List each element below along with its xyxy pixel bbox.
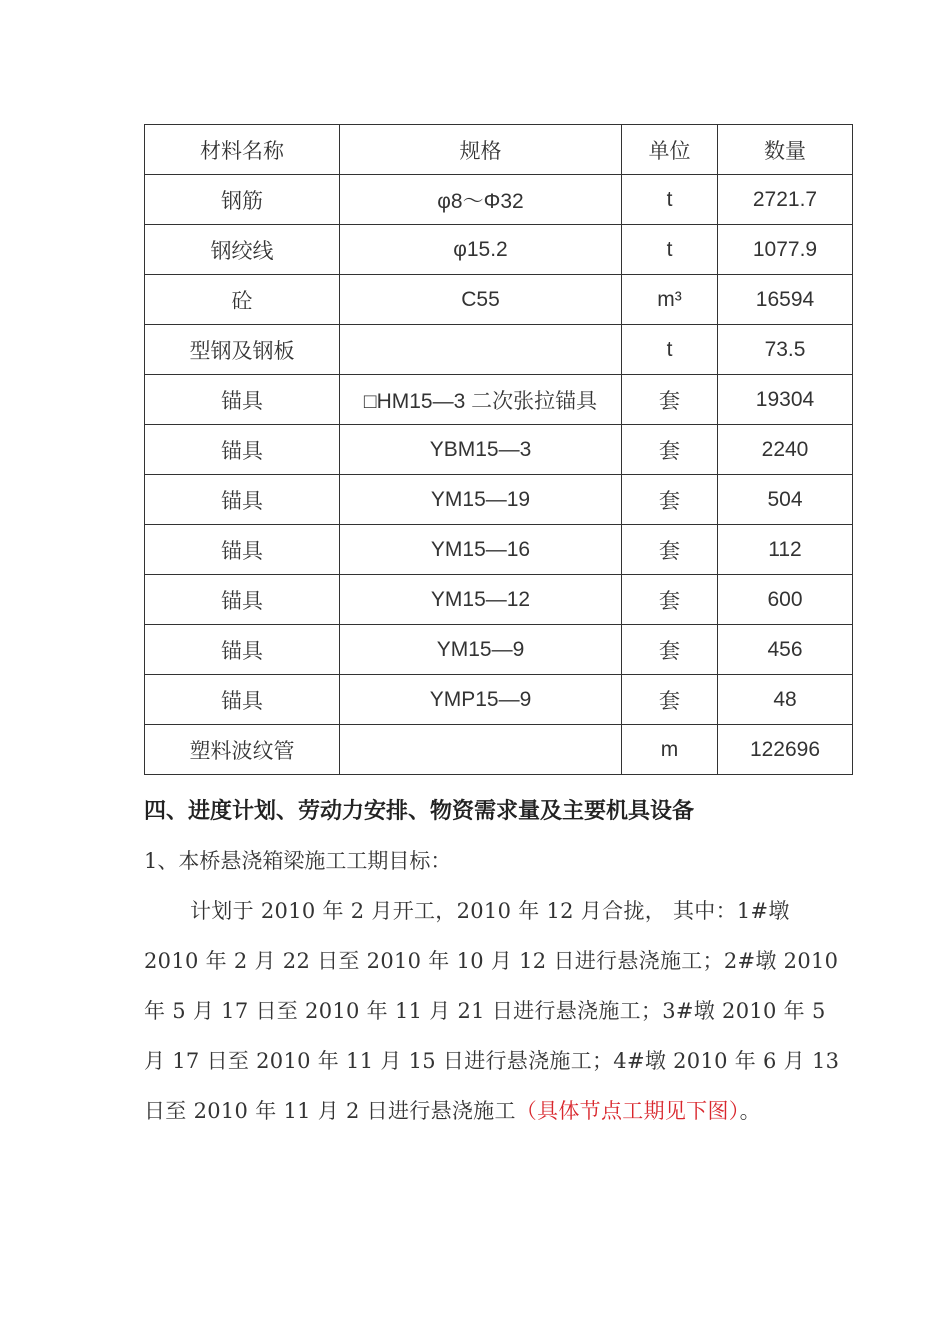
cell-unit: 套 <box>622 675 718 725</box>
cell-unit: m <box>622 725 718 775</box>
table-row <box>145 525 853 575</box>
cell-quantity: 48 <box>718 675 853 725</box>
paragraph-line: 月 17 日至 2010 年 11 月 15 日进行悬浇施工；4#墩 2010 年 6 月 13 <box>144 1049 840 1073</box>
schedule-note-red: （具体节点工期见下图） <box>515 1099 740 1123</box>
cell-spec: YMP15—9 <box>340 675 622 725</box>
cell-unit: t <box>622 325 718 375</box>
header-unit: 单位 <box>622 125 718 175</box>
header-spec: 规格 <box>340 125 622 175</box>
cell-unit: 套 <box>622 625 718 675</box>
cell-material-name: 锚具 <box>145 575 340 625</box>
cell-quantity: 112 <box>718 525 853 575</box>
cell-material-name: 塑料波纹管 <box>145 725 340 775</box>
cell-spec: φ8～Φ32 <box>340 175 622 225</box>
table-row <box>145 475 853 525</box>
cell-quantity: 16594 <box>718 275 853 325</box>
cell-unit: 套 <box>622 475 718 525</box>
cell-material-name: 锚具 <box>145 625 340 675</box>
cell-unit: t <box>622 225 718 275</box>
cell-spec: YM15—19 <box>340 475 622 525</box>
cell-spec: YBM15—3 <box>340 425 622 475</box>
cell-unit: 套 <box>622 425 718 475</box>
cell-material-name: 钢筋 <box>145 175 340 225</box>
section-heading: 四、进度计划、劳动力安排、物资需求量及主要机具设备 <box>144 799 695 824</box>
cell-quantity: 1077.9 <box>718 225 853 275</box>
table-row <box>145 725 853 775</box>
table-row <box>145 425 853 475</box>
cell-spec <box>340 725 622 775</box>
cell-material-name: 锚具 <box>145 675 340 725</box>
cell-material-name: 钢绞线 <box>145 225 340 275</box>
cell-unit: m³ <box>622 275 718 325</box>
cell-material-name: 锚具 <box>145 375 340 425</box>
table-row <box>145 575 853 625</box>
table-row <box>145 325 853 375</box>
header-quantity: 数量 <box>718 125 853 175</box>
paragraph-line: 2010 年 2 月 22 日至 2010 年 10 月 12 日进行悬浇施工；2#墩 2010 <box>144 949 839 973</box>
paragraph-text: 日至 2010 年 11 月 2 日进行悬浇施工 <box>144 1099 516 1123</box>
cell-unit: t <box>622 175 718 225</box>
table-body <box>145 175 853 775</box>
cell-spec <box>340 325 622 375</box>
cell-spec: C55 <box>340 275 622 325</box>
cell-quantity: 456 <box>718 625 853 675</box>
cell-material-name: 锚具 <box>145 425 340 475</box>
cell-quantity: 2240 <box>718 425 853 475</box>
cell-spec: φ15.2 <box>340 225 622 275</box>
cell-material-name: 锚具 <box>145 475 340 525</box>
cell-quantity: 73.5 <box>718 325 853 375</box>
cell-spec: □HM15—3 二次张拉锚具 <box>340 375 622 425</box>
cell-material-name: 砼 <box>145 275 340 325</box>
table-row <box>145 675 853 725</box>
cell-spec: YM15—16 <box>340 525 622 575</box>
cell-material-name: 锚具 <box>145 525 340 575</box>
cell-quantity: 2721.7 <box>718 175 853 225</box>
cell-quantity: 504 <box>718 475 853 525</box>
paragraph-last-line <box>144 1095 761 1125</box>
cell-quantity: 122696 <box>718 725 853 775</box>
cell-unit: 套 <box>622 375 718 425</box>
cell-material-name: 型钢及钢板 <box>145 325 340 375</box>
table-row <box>145 225 853 275</box>
paragraph-end-punctuation: 。 <box>739 1099 761 1123</box>
schedule-subheading: 1、本桥悬浇箱梁施工工期目标： <box>144 849 452 873</box>
table-row <box>145 375 853 425</box>
table-row <box>145 275 853 325</box>
paragraph-line: 计划于 2010 年 2 月开工，2010 年 12 月合拢， 其中：1#墩 <box>190 899 790 923</box>
table-row <box>145 175 853 225</box>
table-row <box>145 625 853 675</box>
cell-unit: 套 <box>622 525 718 575</box>
cell-spec: YM15—9 <box>340 625 622 675</box>
cell-unit: 套 <box>622 575 718 625</box>
table-header-row <box>145 125 853 175</box>
cell-quantity: 19304 <box>718 375 853 425</box>
materials-table <box>144 124 853 775</box>
header-material-name: 材料名称 <box>145 125 340 175</box>
cell-quantity: 600 <box>718 575 853 625</box>
paragraph-line: 年 5 月 17 日至 2010 年 11 月 21 日进行悬浇施工；3#墩 2010 年 5 <box>144 999 826 1023</box>
cell-spec: YM15—12 <box>340 575 622 625</box>
